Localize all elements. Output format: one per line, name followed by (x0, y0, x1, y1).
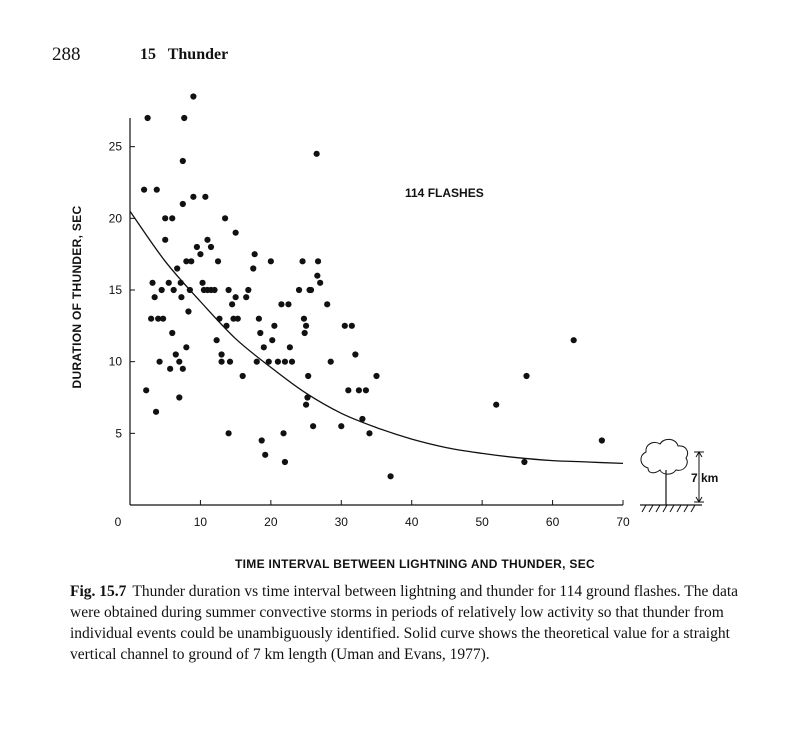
y-tick-label: 20 (108, 211, 122, 226)
data-point (324, 301, 330, 307)
data-point (178, 280, 184, 286)
data-point (314, 151, 320, 157)
data-point (148, 316, 154, 322)
data-point (278, 301, 284, 307)
data-point (223, 323, 229, 329)
data-point (208, 244, 214, 250)
data-point (275, 359, 281, 365)
data-point (261, 344, 267, 350)
data-point (169, 330, 175, 336)
cloud-channel-inset (640, 439, 718, 512)
data-point (359, 416, 365, 422)
flash-count-annotation: 114 FLASHES (405, 186, 484, 200)
x-tick-label: 70 (616, 515, 630, 529)
data-point (185, 308, 191, 314)
x-axis-title: TIME INTERVAL BETWEEN LIGHTNING AND THUNDER, SEC (235, 557, 595, 571)
data-point (287, 344, 293, 350)
data-point (254, 359, 260, 365)
data-point (342, 323, 348, 329)
data-point (338, 423, 344, 429)
data-point (363, 387, 369, 393)
data-point (190, 93, 196, 99)
data-point (160, 316, 166, 322)
data-point (190, 194, 196, 200)
data-point (521, 459, 527, 465)
data-point (176, 394, 182, 400)
data-point (303, 323, 309, 329)
x-tick-label: 10 (193, 515, 208, 529)
data-point (301, 316, 307, 322)
data-point (269, 337, 275, 343)
data-point (180, 158, 186, 164)
ticks (109, 140, 630, 529)
data-point (235, 316, 241, 322)
data-point (199, 280, 205, 286)
y-tick-label: 15 (108, 283, 122, 297)
data-point (218, 359, 224, 365)
data-point (243, 294, 249, 300)
data-point (233, 294, 239, 300)
data-point (349, 323, 355, 329)
y-axis-title: DURATION OF THUNDER, SEC (70, 205, 84, 389)
data-point (262, 452, 268, 458)
data-point (571, 337, 577, 343)
data-point (141, 187, 147, 193)
data-point (282, 359, 288, 365)
data-point (252, 251, 258, 257)
data-point (174, 265, 180, 271)
data-point (305, 373, 311, 379)
data-point (282, 459, 288, 465)
data-point (302, 330, 308, 336)
data-point (216, 316, 222, 322)
data-point (303, 402, 309, 408)
data-point (229, 301, 235, 307)
data-point (304, 394, 310, 400)
data-point (162, 237, 168, 243)
data-point (285, 301, 291, 307)
data-point (159, 287, 165, 293)
data-point (268, 258, 274, 264)
data-point (345, 387, 351, 393)
data-point (299, 258, 305, 264)
data-point (328, 359, 334, 365)
data-point (166, 280, 172, 286)
data-point (493, 402, 499, 408)
data-point (250, 265, 256, 271)
data-point (178, 294, 184, 300)
data-point (296, 287, 302, 293)
data-point (310, 423, 316, 429)
chapter-title: Thunder (167, 46, 229, 63)
data-point (162, 215, 168, 221)
data-point (356, 387, 362, 393)
data-point (289, 359, 295, 365)
data-point (259, 437, 265, 443)
x-tick-label: 60 (545, 515, 560, 529)
data-point (317, 280, 323, 286)
x-tick-label: 30 (334, 515, 348, 529)
data-point (215, 258, 221, 264)
data-point (366, 430, 372, 436)
x-tick-label: 40 (405, 515, 419, 529)
data-point (143, 387, 149, 393)
caption-text: Thunder duration vs time interval between lightning and thunder for 114 ground flashes. The data were obtained during summer convective storms in periods of relatively low activity so that thunder from individual events could be unambiguously identified. Solid curve shows the theoretical value for a straight vertical channel to ground of 7 km length (Uman and Evans, 1977). (70, 583, 739, 663)
data-point (214, 337, 220, 343)
data-point (387, 473, 393, 479)
data-point (173, 351, 179, 357)
data-point (197, 251, 203, 257)
data-point (315, 258, 321, 264)
data-points (141, 93, 605, 479)
data-point (222, 215, 228, 221)
data-point (153, 409, 159, 415)
data-point (257, 330, 263, 336)
data-point (156, 359, 162, 365)
data-point (145, 115, 151, 121)
data-point (599, 437, 605, 443)
data-point (226, 430, 232, 436)
data-point (187, 287, 193, 293)
data-point (194, 244, 200, 250)
data-point (202, 194, 208, 200)
data-point (211, 287, 217, 293)
data-point (167, 366, 173, 372)
data-point (149, 280, 155, 286)
data-point (180, 201, 186, 207)
data-point (308, 287, 314, 293)
data-point (169, 215, 175, 221)
data-point (176, 359, 182, 365)
figure-label: Fig. 15.7 (70, 583, 127, 600)
data-point (227, 359, 233, 365)
data-point (218, 351, 224, 357)
y-tick-label: 10 (108, 354, 122, 369)
data-point (523, 373, 529, 379)
data-point (233, 230, 239, 236)
data-point (152, 294, 158, 300)
x-tick-label: 0 (114, 515, 122, 529)
channel-length-label: 7 km (691, 471, 719, 485)
data-point (180, 366, 186, 372)
data-point (188, 258, 194, 264)
data-point (245, 287, 251, 293)
data-point (266, 359, 272, 365)
data-point (154, 187, 160, 193)
data-point (314, 273, 320, 279)
data-point (373, 373, 379, 379)
data-point (271, 323, 277, 329)
data-point (240, 373, 246, 379)
page-number: 288 (52, 44, 81, 65)
x-tick-label: 50 (475, 515, 489, 529)
data-point (280, 430, 286, 436)
data-point (352, 351, 358, 357)
figure-caption (70, 581, 770, 665)
chapter-number: 15 (140, 46, 156, 63)
data-point (183, 344, 189, 350)
ground-hatch (642, 505, 695, 512)
data-point (181, 115, 187, 121)
data-point (226, 287, 232, 293)
data-point (204, 237, 210, 243)
axes (130, 118, 623, 505)
x-tick-label: 20 (264, 515, 278, 529)
data-point (171, 287, 177, 293)
y-tick-label: 25 (108, 139, 122, 154)
cloud-icon (641, 439, 688, 474)
data-point (256, 316, 262, 322)
theoretical-curve (130, 211, 623, 463)
y-tick-label: 5 (115, 426, 122, 441)
